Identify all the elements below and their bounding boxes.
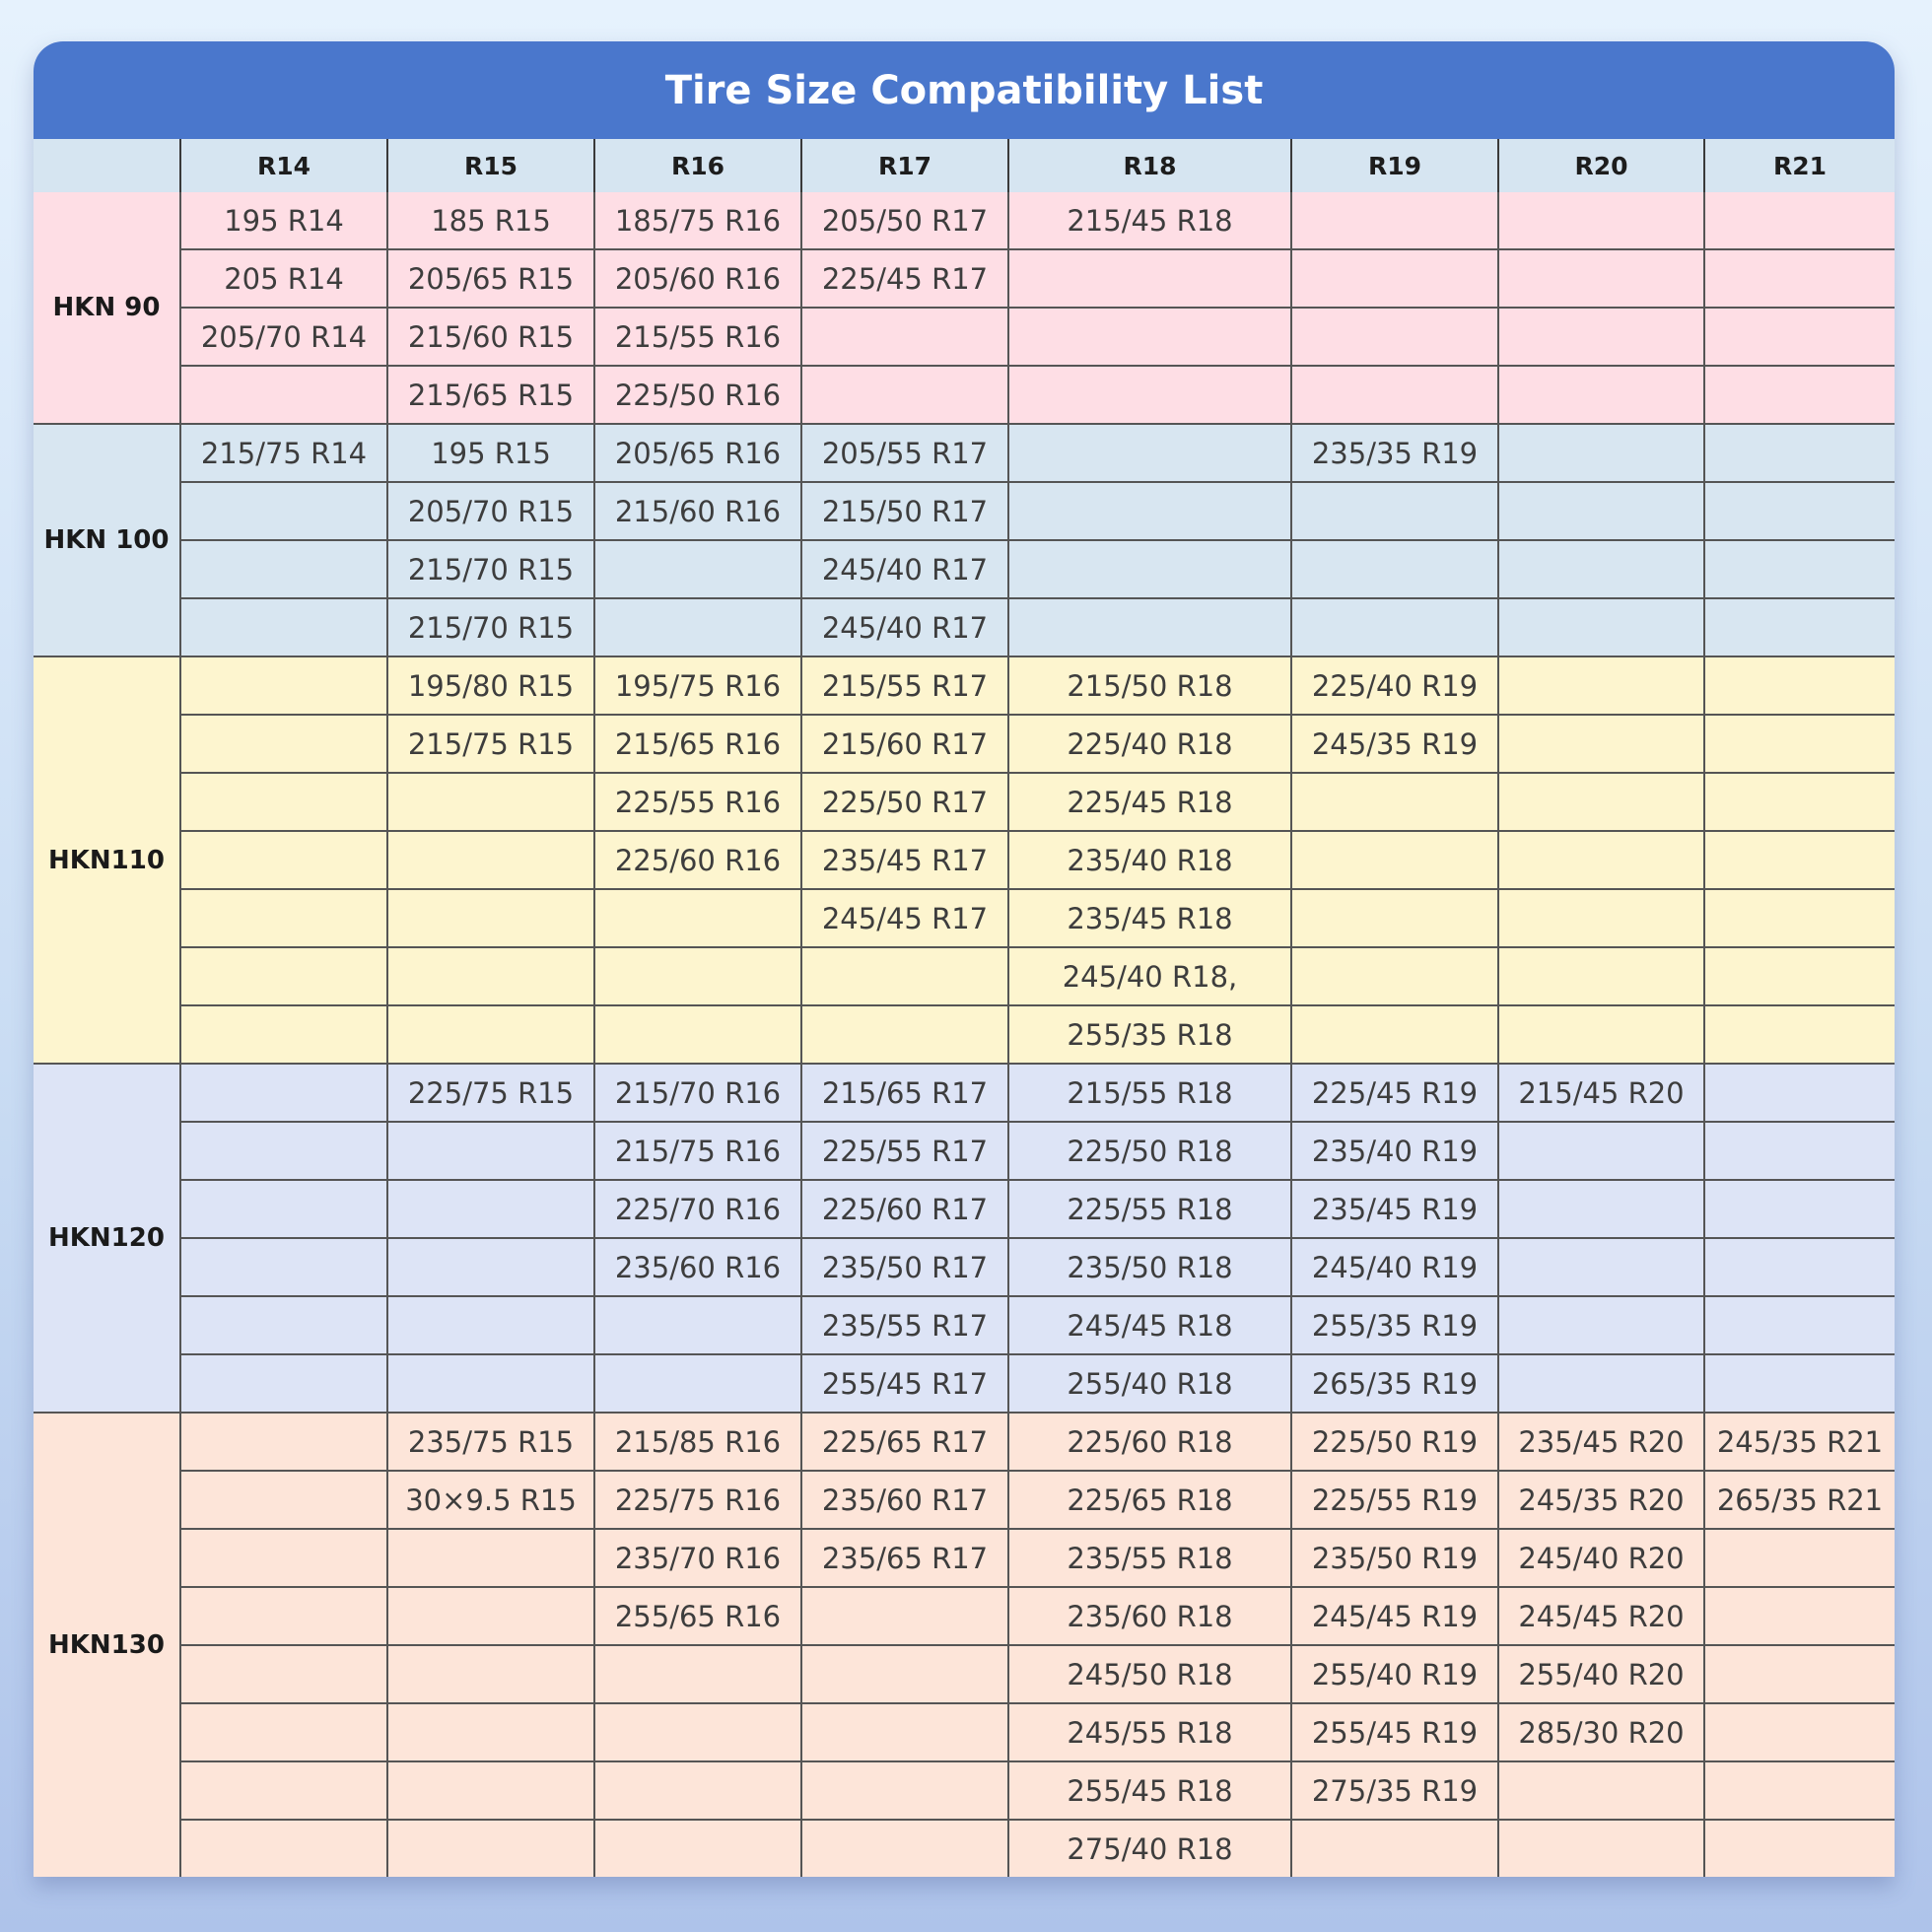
tire-size-cell xyxy=(1704,1587,1895,1645)
tire-size-cell: 215/50 R17 xyxy=(801,482,1008,540)
tire-size-cell: 225/65 R18 xyxy=(1008,1471,1291,1529)
table-row xyxy=(34,308,1895,366)
tire-size-cell xyxy=(594,1703,801,1761)
tire-size-cell: 215/60 R17 xyxy=(801,715,1008,773)
tire-size-cell: 225/60 R16 xyxy=(594,831,801,889)
tire-size-cell: 255/45 R17 xyxy=(801,1354,1008,1413)
tire-size-cell xyxy=(594,947,801,1005)
tire-size-cell: 225/60 R17 xyxy=(801,1180,1008,1238)
tire-size-cell xyxy=(180,889,387,947)
tire-size-cell xyxy=(1498,249,1704,308)
tire-size-cell: 195/75 R16 xyxy=(594,656,801,715)
tire-size-cell: 215/55 R16 xyxy=(594,308,801,366)
tire-size-cell: 225/60 R18 xyxy=(1008,1413,1291,1471)
tire-size-cell xyxy=(1008,598,1291,656)
tire-size-cell xyxy=(801,1645,1008,1703)
table-row xyxy=(34,366,1895,424)
tire-size-cell xyxy=(594,1354,801,1413)
tire-size-cell xyxy=(801,1703,1008,1761)
tire-size-cell: 245/40 R17 xyxy=(801,540,1008,598)
tire-size-cell: 235/45 R17 xyxy=(801,831,1008,889)
tire-size-cell xyxy=(801,1587,1008,1645)
table-row xyxy=(34,192,1895,249)
tire-size-cell xyxy=(1704,1529,1895,1587)
tire-size-cell xyxy=(1704,1761,1895,1820)
tire-size-cell: 255/35 R19 xyxy=(1291,1296,1498,1354)
tire-size-cell xyxy=(1704,482,1895,540)
tire-size-cell: 235/40 R18 xyxy=(1008,831,1291,889)
tire-size-cell xyxy=(594,598,801,656)
compatibility-table xyxy=(34,139,1895,1877)
tire-size-cell: 215/60 R16 xyxy=(594,482,801,540)
table-row xyxy=(34,540,1895,598)
table-row xyxy=(34,1122,1895,1180)
tire-size-cell: 285/30 R20 xyxy=(1498,1703,1704,1761)
tire-size-cell: 225/45 R17 xyxy=(801,249,1008,308)
tire-size-cell: 195/80 R15 xyxy=(387,656,594,715)
tire-size-cell xyxy=(1704,424,1895,482)
tire-size-cell xyxy=(1704,308,1895,366)
tire-size-cell xyxy=(387,1180,594,1238)
tire-size-cell xyxy=(801,1820,1008,1877)
column-header: R16 xyxy=(594,139,801,192)
tire-size-cell xyxy=(1704,249,1895,308)
tire-size-cell xyxy=(387,1703,594,1761)
column-header: R21 xyxy=(1704,139,1895,192)
table-row xyxy=(34,1820,1895,1877)
tire-size-cell xyxy=(1704,1820,1895,1877)
tire-size-cell xyxy=(801,366,1008,424)
tire-size-cell: 235/70 R16 xyxy=(594,1529,801,1587)
tire-size-cell xyxy=(1498,192,1704,249)
tire-size-cell: 235/65 R17 xyxy=(801,1529,1008,1587)
table-row xyxy=(34,1180,1895,1238)
tire-size-cell xyxy=(387,1122,594,1180)
tire-size-cell xyxy=(1498,1122,1704,1180)
tire-size-cell: 255/40 R19 xyxy=(1291,1645,1498,1703)
tire-size-cell xyxy=(1291,831,1498,889)
tire-size-cell: 225/40 R18 xyxy=(1008,715,1291,773)
tire-size-cell xyxy=(1704,1238,1895,1296)
tire-size-cell xyxy=(1704,1354,1895,1413)
tire-size-cell xyxy=(180,715,387,773)
tire-size-cell xyxy=(180,1703,387,1761)
tire-size-cell xyxy=(180,656,387,715)
tire-size-cell xyxy=(1704,1703,1895,1761)
tire-size-cell: 255/45 R19 xyxy=(1291,1703,1498,1761)
tire-size-cell: 205/65 R15 xyxy=(387,249,594,308)
tire-size-cell xyxy=(1498,482,1704,540)
tire-size-cell: 235/55 R18 xyxy=(1008,1529,1291,1587)
tire-size-cell xyxy=(387,1529,594,1587)
table-row xyxy=(34,1005,1895,1064)
tire-size-cell xyxy=(387,947,594,1005)
tire-size-cell: 205/70 R14 xyxy=(180,308,387,366)
model-label: HKN120 xyxy=(34,1064,180,1413)
tire-size-cell: 235/45 R20 xyxy=(1498,1413,1704,1471)
tire-size-cell: 255/40 R20 xyxy=(1498,1645,1704,1703)
tire-size-cell xyxy=(180,1820,387,1877)
tire-size-cell: 225/40 R19 xyxy=(1291,656,1498,715)
tire-size-cell: 245/35 R20 xyxy=(1498,1471,1704,1529)
tire-size-cell xyxy=(180,366,387,424)
tire-size-cell xyxy=(1498,831,1704,889)
tire-size-cell xyxy=(180,1296,387,1354)
table-row xyxy=(34,656,1895,715)
tire-size-cell: 245/40 R19 xyxy=(1291,1238,1498,1296)
tire-size-cell xyxy=(801,947,1008,1005)
tire-size-cell xyxy=(387,1354,594,1413)
tire-size-cell xyxy=(1008,308,1291,366)
tire-size-cell: 245/40 R20 xyxy=(1498,1529,1704,1587)
tire-size-cell: 215/75 R15 xyxy=(387,715,594,773)
tire-size-cell: 245/55 R18 xyxy=(1008,1703,1291,1761)
table-row xyxy=(34,947,1895,1005)
tire-size-cell: 225/65 R17 xyxy=(801,1413,1008,1471)
column-header: R19 xyxy=(1291,139,1498,192)
table-row xyxy=(34,482,1895,540)
tire-size-cell: 225/50 R16 xyxy=(594,366,801,424)
table-row xyxy=(34,1238,1895,1296)
table-row xyxy=(34,1471,1895,1529)
tire-size-cell xyxy=(1498,1354,1704,1413)
tire-size-cell xyxy=(1704,773,1895,831)
tire-size-cell xyxy=(1498,1180,1704,1238)
model-label: HKN130 xyxy=(34,1413,180,1877)
tire-size-cell: 225/50 R19 xyxy=(1291,1413,1498,1471)
tire-size-cell: 235/35 R19 xyxy=(1291,424,1498,482)
tire-size-cell: 255/40 R18 xyxy=(1008,1354,1291,1413)
tire-size-cell: 225/75 R16 xyxy=(594,1471,801,1529)
tire-size-cell xyxy=(1498,1761,1704,1820)
tire-size-cell xyxy=(1704,947,1895,1005)
tire-size-cell xyxy=(594,1005,801,1064)
tire-size-cell: 205/70 R15 xyxy=(387,482,594,540)
tire-size-cell: 245/35 R21 xyxy=(1704,1413,1895,1471)
tire-size-cell: 215/65 R17 xyxy=(801,1064,1008,1122)
tire-size-cell: 225/55 R17 xyxy=(801,1122,1008,1180)
tire-size-cell xyxy=(1291,889,1498,947)
tire-size-cell xyxy=(1291,482,1498,540)
tire-size-cell xyxy=(180,1587,387,1645)
model-label: HKN 90 xyxy=(34,192,180,424)
tire-size-cell xyxy=(1008,482,1291,540)
column-header: R17 xyxy=(801,139,1008,192)
tire-size-cell xyxy=(594,1761,801,1820)
table-row xyxy=(34,598,1895,656)
tire-size-cell xyxy=(180,1761,387,1820)
tire-size-cell: 235/60 R18 xyxy=(1008,1587,1291,1645)
tire-size-cell xyxy=(387,1820,594,1877)
tire-size-cell xyxy=(1291,1820,1498,1877)
tire-size-cell xyxy=(1704,715,1895,773)
tire-size-cell xyxy=(387,1296,594,1354)
tire-size-cell: 215/70 R15 xyxy=(387,598,594,656)
tire-size-cell xyxy=(1498,366,1704,424)
tire-size-cell: 215/65 R16 xyxy=(594,715,801,773)
tire-size-cell: 225/50 R17 xyxy=(801,773,1008,831)
tire-size-cell xyxy=(1704,1064,1895,1122)
tire-size-cell xyxy=(1498,715,1704,773)
header-row xyxy=(34,139,1895,192)
tire-size-cell xyxy=(180,1529,387,1587)
tire-size-cell: 215/65 R15 xyxy=(387,366,594,424)
tire-size-cell: 205/50 R17 xyxy=(801,192,1008,249)
tire-size-cell: 225/45 R19 xyxy=(1291,1064,1498,1122)
tire-size-cell: 225/55 R18 xyxy=(1008,1180,1291,1238)
tire-size-cell xyxy=(1291,773,1498,831)
tire-size-cell xyxy=(1704,1005,1895,1064)
tire-size-cell: 245/45 R19 xyxy=(1291,1587,1498,1645)
tire-size-cell xyxy=(387,773,594,831)
tire-size-cell xyxy=(1704,598,1895,656)
tire-size-cell xyxy=(180,831,387,889)
tire-size-cell: 215/55 R17 xyxy=(801,656,1008,715)
tire-size-cell xyxy=(801,1761,1008,1820)
tire-size-cell xyxy=(180,1413,387,1471)
tire-size-cell xyxy=(1704,889,1895,947)
table-row xyxy=(34,1761,1895,1820)
tire-size-cell xyxy=(1704,1296,1895,1354)
tire-size-cell xyxy=(1291,598,1498,656)
tire-size-cell: 235/40 R19 xyxy=(1291,1122,1498,1180)
tire-size-cell: 245/35 R19 xyxy=(1291,715,1498,773)
tire-size-cell xyxy=(1291,249,1498,308)
tire-size-cell xyxy=(387,1761,594,1820)
tire-size-cell xyxy=(1498,773,1704,831)
tire-size-cell xyxy=(180,1180,387,1238)
tire-size-cell xyxy=(1498,656,1704,715)
tire-size-cell xyxy=(1291,1005,1498,1064)
tire-size-cell xyxy=(1498,1005,1704,1064)
table-row xyxy=(34,1413,1895,1471)
tire-size-cell: 215/75 R16 xyxy=(594,1122,801,1180)
tire-size-cell: 195 R15 xyxy=(387,424,594,482)
tire-size-cell xyxy=(387,889,594,947)
table-row xyxy=(34,1529,1895,1587)
tire-size-cell xyxy=(180,1471,387,1529)
tire-size-cell xyxy=(1498,598,1704,656)
table-row xyxy=(34,773,1895,831)
tire-size-cell: 235/50 R17 xyxy=(801,1238,1008,1296)
tire-size-cell xyxy=(1704,831,1895,889)
tire-size-cell xyxy=(387,1587,594,1645)
column-header: R20 xyxy=(1498,139,1704,192)
tire-size-cell xyxy=(1008,540,1291,598)
tire-size-cell: 205/60 R16 xyxy=(594,249,801,308)
tire-size-cell: 275/40 R18 xyxy=(1008,1820,1291,1877)
tire-size-cell xyxy=(387,1238,594,1296)
compatibility-card xyxy=(34,41,1895,1877)
tire-size-cell: 235/45 R19 xyxy=(1291,1180,1498,1238)
table-row xyxy=(34,889,1895,947)
tire-size-cell: 225/50 R18 xyxy=(1008,1122,1291,1180)
column-header: R15 xyxy=(387,139,594,192)
header-corner xyxy=(34,139,180,192)
tire-size-cell xyxy=(1704,366,1895,424)
tire-size-cell: 225/45 R18 xyxy=(1008,773,1291,831)
tire-size-cell xyxy=(1498,947,1704,1005)
tire-size-cell xyxy=(1498,889,1704,947)
tire-size-cell: 275/35 R19 xyxy=(1291,1761,1498,1820)
tire-size-cell: 225/55 R16 xyxy=(594,773,801,831)
tire-size-cell xyxy=(1291,192,1498,249)
tire-size-cell xyxy=(1704,192,1895,249)
tire-size-cell xyxy=(180,1122,387,1180)
tire-size-cell xyxy=(594,540,801,598)
tire-size-cell xyxy=(180,598,387,656)
tire-size-cell xyxy=(1498,540,1704,598)
tire-size-cell xyxy=(1291,540,1498,598)
tire-size-cell xyxy=(180,1238,387,1296)
tire-size-cell: 245/40 R17 xyxy=(801,598,1008,656)
tire-size-cell: 235/50 R19 xyxy=(1291,1529,1498,1587)
tire-size-cell: 215/60 R15 xyxy=(387,308,594,366)
tire-size-cell xyxy=(594,1820,801,1877)
tire-size-cell xyxy=(1704,540,1895,598)
tire-size-cell: 265/35 R21 xyxy=(1704,1471,1895,1529)
tire-size-cell xyxy=(801,308,1008,366)
tire-size-cell: 30×9.5 R15 xyxy=(387,1471,594,1529)
tire-size-cell xyxy=(180,482,387,540)
tire-size-cell: 215/70 R15 xyxy=(387,540,594,598)
table-row xyxy=(34,1703,1895,1761)
tire-size-cell xyxy=(1704,1180,1895,1238)
tire-size-cell: 195 R14 xyxy=(180,192,387,249)
tire-size-cell: 245/50 R18 xyxy=(1008,1645,1291,1703)
tire-size-cell xyxy=(1498,1238,1704,1296)
column-header: R18 xyxy=(1008,139,1291,192)
table-row xyxy=(34,1064,1895,1122)
tire-size-cell xyxy=(180,1005,387,1064)
column-header: R14 xyxy=(180,139,387,192)
tire-size-cell: 265/35 R19 xyxy=(1291,1354,1498,1413)
tire-size-cell: 245/45 R18 xyxy=(1008,1296,1291,1354)
tire-size-cell xyxy=(180,540,387,598)
tire-size-cell: 235/75 R15 xyxy=(387,1413,594,1471)
tire-size-cell: 215/70 R16 xyxy=(594,1064,801,1122)
model-label: HKN110 xyxy=(34,656,180,1064)
tire-size-cell: 245/45 R20 xyxy=(1498,1587,1704,1645)
tire-size-cell xyxy=(594,1645,801,1703)
tire-size-cell xyxy=(1291,947,1498,1005)
tire-size-cell xyxy=(1291,308,1498,366)
table-row xyxy=(34,1296,1895,1354)
table-row xyxy=(34,715,1895,773)
model-label: HKN 100 xyxy=(34,424,180,656)
table-row xyxy=(34,424,1895,482)
tire-size-cell: 215/45 R18 xyxy=(1008,192,1291,249)
tire-size-cell: 255/65 R16 xyxy=(594,1587,801,1645)
tire-size-cell xyxy=(180,947,387,1005)
table-row xyxy=(34,1354,1895,1413)
tire-size-cell: 235/60 R17 xyxy=(801,1471,1008,1529)
tire-size-cell xyxy=(1008,366,1291,424)
tire-size-cell: 215/55 R18 xyxy=(1008,1064,1291,1122)
tire-size-cell xyxy=(1291,366,1498,424)
tire-size-cell xyxy=(1008,249,1291,308)
tire-size-cell: 235/55 R17 xyxy=(801,1296,1008,1354)
tire-size-cell: 235/45 R18 xyxy=(1008,889,1291,947)
page-title: Tire Size Compatibility List xyxy=(34,41,1895,139)
tire-size-cell xyxy=(387,831,594,889)
table-row xyxy=(34,831,1895,889)
tire-size-cell: 205 R14 xyxy=(180,249,387,308)
tire-size-cell: 225/75 R15 xyxy=(387,1064,594,1122)
tire-size-cell xyxy=(1704,1122,1895,1180)
tire-size-cell xyxy=(594,1296,801,1354)
tire-size-cell: 185/75 R16 xyxy=(594,192,801,249)
tire-size-cell xyxy=(180,1064,387,1122)
tire-size-cell xyxy=(180,1354,387,1413)
tire-size-cell: 235/50 R18 xyxy=(1008,1238,1291,1296)
tire-size-cell xyxy=(387,1005,594,1064)
tire-size-cell: 205/65 R16 xyxy=(594,424,801,482)
tire-size-cell xyxy=(1008,424,1291,482)
tire-size-cell: 255/35 R18 xyxy=(1008,1005,1291,1064)
tire-size-cell xyxy=(1704,656,1895,715)
tire-size-cell xyxy=(180,773,387,831)
tire-size-cell: 215/50 R18 xyxy=(1008,656,1291,715)
tire-size-cell xyxy=(1704,1645,1895,1703)
tire-size-cell xyxy=(1498,1296,1704,1354)
table-body xyxy=(34,192,1895,1877)
tire-size-cell xyxy=(1498,1820,1704,1877)
tire-size-cell: 215/45 R20 xyxy=(1498,1064,1704,1122)
tire-size-cell: 215/85 R16 xyxy=(594,1413,801,1471)
tire-size-cell: 205/55 R17 xyxy=(801,424,1008,482)
tire-size-cell xyxy=(1498,424,1704,482)
tire-size-cell: 245/45 R17 xyxy=(801,889,1008,947)
tire-size-cell xyxy=(801,1005,1008,1064)
tire-size-cell: 225/55 R19 xyxy=(1291,1471,1498,1529)
tire-size-cell: 185 R15 xyxy=(387,192,594,249)
table-row xyxy=(34,249,1895,308)
tire-size-cell xyxy=(387,1645,594,1703)
tire-size-cell: 235/60 R16 xyxy=(594,1238,801,1296)
tire-size-cell xyxy=(594,889,801,947)
tire-size-cell: 255/45 R18 xyxy=(1008,1761,1291,1820)
tire-size-cell xyxy=(180,1645,387,1703)
tire-size-cell: 225/70 R16 xyxy=(594,1180,801,1238)
table-row xyxy=(34,1587,1895,1645)
tire-size-cell: 245/40 R18, xyxy=(1008,947,1291,1005)
tire-size-cell xyxy=(1498,308,1704,366)
table-row xyxy=(34,1645,1895,1703)
tire-size-cell: 215/75 R14 xyxy=(180,424,387,482)
